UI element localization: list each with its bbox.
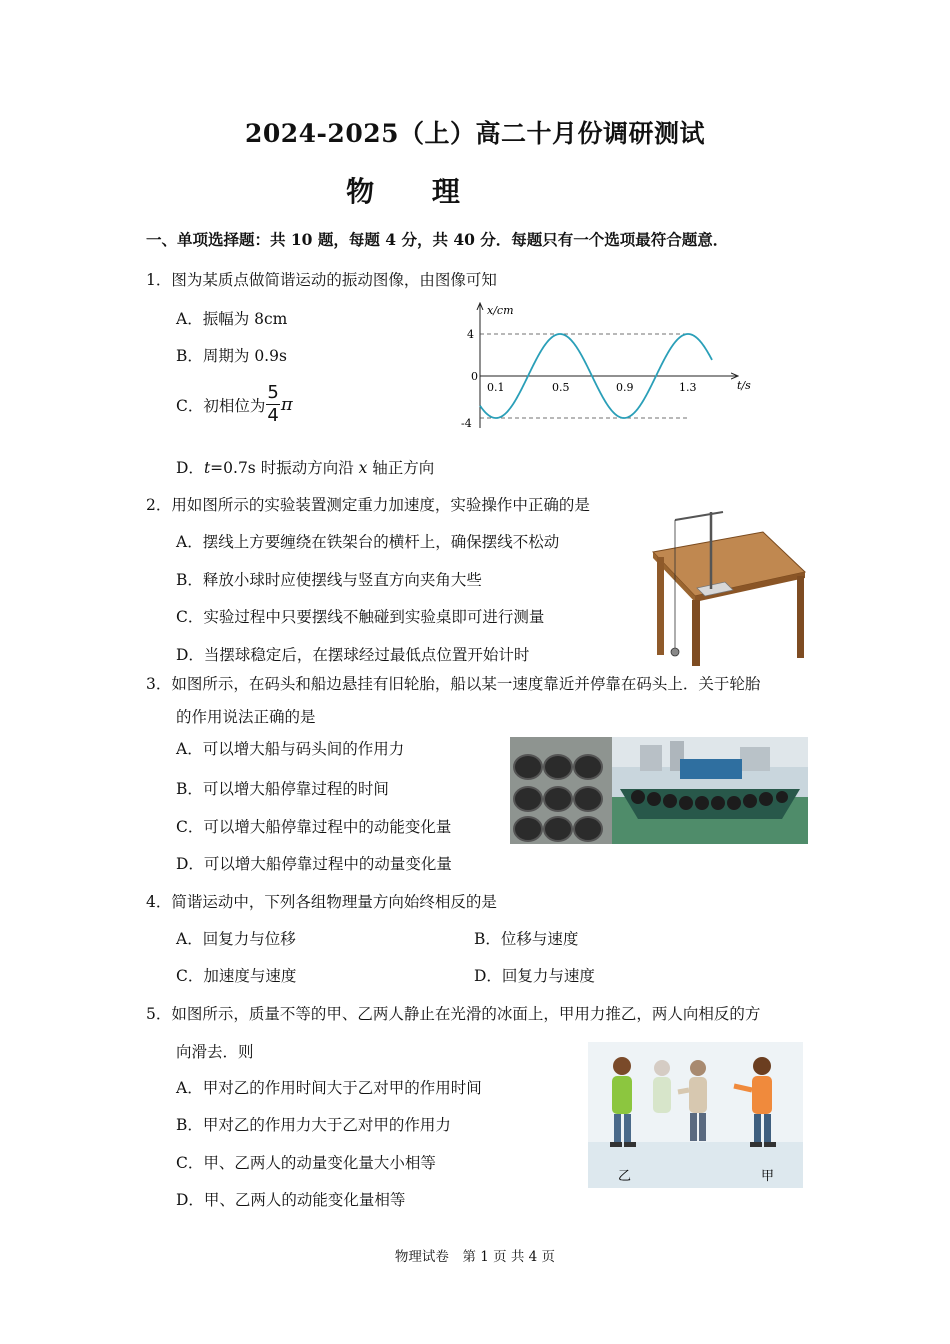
variable-t: t [203, 459, 211, 477]
skaters-illustration [588, 1042, 803, 1188]
q1-option-b: B．周期为 0.9s [176, 347, 287, 365]
q1-option-d [176, 456, 434, 478]
q1-option-c [176, 384, 293, 425]
q1-option-d-mid: =0.7s 时振动方向沿 [210, 459, 359, 477]
question-5-stem-line1: 5．如图所示，质量不等的甲、乙两人静止在光滑的冰面上，甲用力推乙，两人向相反的方 [146, 1005, 761, 1023]
q2-option-b: B．释放小球时应使摆线与竖直方向夹角大些 [176, 571, 482, 589]
x-tick-0.5: 0.5 [552, 381, 570, 394]
x-tick-0.9: 0.9 [616, 381, 634, 394]
skater-jia-label: 甲 [761, 1169, 775, 1184]
fraction-denominator: 4 [267, 405, 279, 426]
q3-option-b: B．可以增大船停靠过程的时间 [176, 780, 389, 798]
q3-option-a: A．可以增大船与码头间的作用力 [176, 740, 405, 758]
q1-option-d-end: 轴正方向 [367, 459, 435, 477]
q4-option-d: D．回复力与速度 [474, 967, 595, 985]
y-axis-label: x/cm [487, 304, 514, 317]
pi-symbol: π [280, 394, 293, 415]
skater-yi-label: 乙 [618, 1169, 632, 1184]
q5-option-d: D．甲、乙两人的动能变化量相等 [176, 1191, 406, 1209]
q5-option-a: A．甲对乙的作用时间大于乙对甲的作用时间 [176, 1079, 482, 1097]
pendulum-apparatus-illustration [645, 500, 810, 668]
question-3-stem-line2: 的作用说法正确的是 [176, 708, 316, 726]
fraction [266, 384, 279, 425]
variable-x: x [358, 459, 368, 477]
q3-option-c: C．可以增大船停靠过程中的动能变化量 [176, 818, 452, 836]
question-2-stem: 2．用如图所示的实验装置测定重力加速度，实验操作中正确的是 [146, 496, 590, 514]
question-3-stem-line1: 3．如图所示，在码头和船边悬挂有旧轮胎，船以某一速度靠近并停靠在码头上．关于轮胎 [146, 675, 761, 693]
section-heading: 一、单项选择题：共 10 题，每题 4 分，共 40 分．每题只有一个选项最符合题意． [146, 230, 729, 249]
q1-option-a: A．振幅为 8cm [176, 310, 288, 328]
q4-option-a: A．回复力与位移 [176, 930, 296, 948]
question-5-stem-line2: 向滑去．则 [176, 1043, 254, 1061]
exam-title: 2024-2025（上）高二十月份调研测试 [244, 119, 706, 148]
q1-option-c-label: C．初相位为 [176, 396, 266, 415]
q3-option-d: D．可以增大船停靠过程中的动量变化量 [176, 855, 452, 873]
vibration-graph [455, 298, 765, 438]
fraction-numerator: 5 [267, 382, 279, 403]
subject-title: 物 理 [346, 175, 484, 208]
y-tick-0: 0 [471, 370, 478, 383]
q2-option-c: C．实验过程中只要摆线不触碰到实验桌即可进行测量 [176, 608, 545, 626]
y-tick-neg4: -4 [461, 417, 472, 430]
question-4-stem: 4．简谐运动中，下列各组物理量方向始终相反的是 [146, 893, 497, 911]
q2-option-d: D．当摆球稳定后，在摆球经过最低点位置开始计时 [176, 646, 530, 664]
x-tick-1.3: 1.3 [679, 381, 697, 394]
tire-fender-photos [510, 737, 808, 844]
q4-option-c: C．加速度与速度 [176, 967, 297, 985]
q5-option-b: B．甲对乙的作用力大于乙对甲的作用力 [176, 1116, 451, 1134]
q2-option-a: A．摆线上方要缠绕在铁架台的横杆上，确保摆线不松动 [176, 533, 560, 551]
page-footer: 物理试卷 第 1 页 共 4 页 [394, 1249, 556, 1265]
q1-option-d-label: D． [176, 459, 204, 477]
q4-option-b: B．位移与速度 [474, 930, 579, 948]
x-axis-label: t/s [737, 379, 751, 392]
x-tick-0.1: 0.1 [487, 381, 505, 394]
q5-option-c: C．甲、乙两人的动量变化量大小相等 [176, 1154, 436, 1172]
question-1-stem: 1．图为某质点做简谐运动的振动图像，由图像可知 [146, 271, 497, 289]
y-tick-4: 4 [467, 328, 474, 341]
